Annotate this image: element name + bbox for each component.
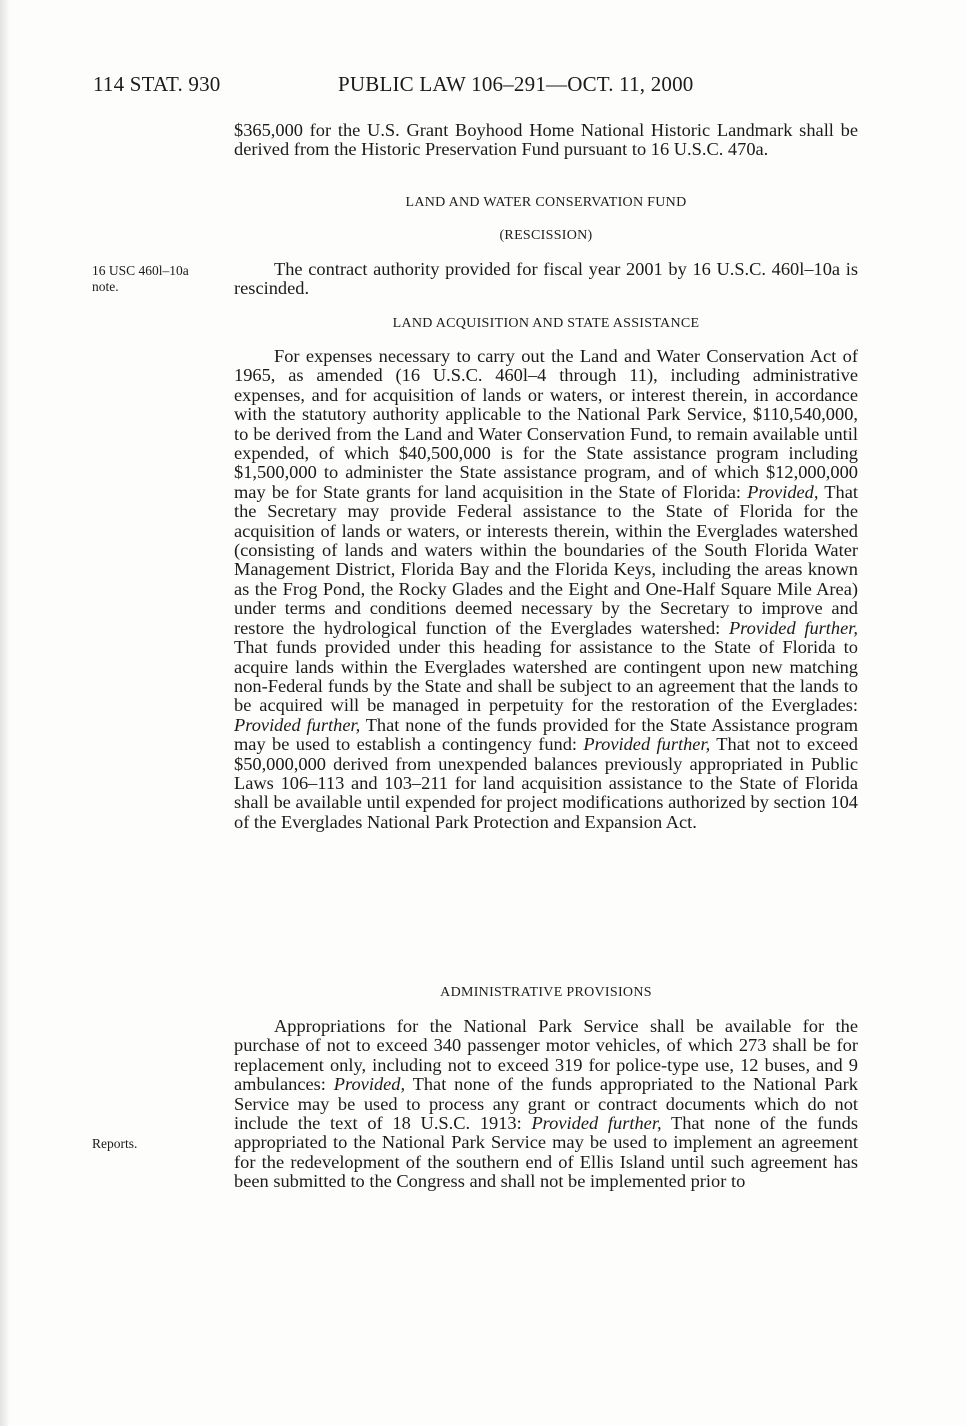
proviso-2: Provided further, <box>728 617 858 638</box>
margin-note-usc <box>92 263 227 295</box>
margin-note-usc-line2: note. <box>92 279 119 294</box>
heading-administrative-provisions: ADMINISTRATIVE PROVISIONS <box>440 985 652 1000</box>
land-acquisition-text <box>234 347 858 832</box>
heading-land-acquisition: LAND ACQUISITION AND STATE ASSISTANCE <box>392 316 700 331</box>
margin-note-usc-line1: 16 USC 460l–10a <box>92 263 189 278</box>
admin-part-2: That none of the funds appropriated to the National Park Service may be used to process any grant or contract documents which do not include the text of 18 U.S.C. 1913: <box>234 1074 858 1134</box>
proviso-3: Provided further, <box>234 714 361 735</box>
rescission-text: The contract authority provided for fiscal year 2001 by 16 U.S.C. 460l–10a is rescinded. <box>234 259 858 299</box>
intro-paragraph <box>234 121 858 160</box>
admin-proviso-1: Provided, <box>333 1074 406 1095</box>
land-acq-part-1: For expenses necessary to carry out the Land and Water Conservation Act of 1965, as amended (16 U.S.C. 460l–4 through 11), including administrative expenses, and for acquisition of lands or waters, or interest therein, in accordance with the statutory authority applicable to the National Park Service, $110,540,000, to be derived from the Land and Water Conservation Fund, to remain available until expended, of which $40,500,000 is for the State assistance program including $1,500,000 to administer the State assistance program, and of which $12,000,000 may be for State grants for land acquisition in the State of Florida: <box>234 346 858 502</box>
admin-part-1: Appropriations for the National Park Service shall be available for the purchase of not to exceed 340 passenger motor vehicles, of which 273 shall be for replacement only, including not to exceed 319 for police-type use, 12 buses, and 9 ambulances: <box>234 1016 858 1095</box>
admin-part-3: That none of the funds appropriated to the National Park Service may be used to implement an agreement for the redevelopment of the southern end of Ellis Island until such agreement has been submitted to the Congress and shall not be implemented prior to <box>234 1113 858 1192</box>
intro-text: $365,000 for the U.S. Grant Boyhood Home National Historic Landmark shall be derived from the Historic Preservation Fund pursuant to 16 U.S.C. 470a. <box>234 120 858 160</box>
margin-note-reports: Reports. <box>92 1136 138 1151</box>
public-law-title: PUBLIC LAW 106–291—OCT. 11, 2000 <box>338 72 694 96</box>
administrative-text <box>234 1017 858 1192</box>
proviso-1: Provided, <box>747 481 819 502</box>
administrative-paragraph <box>234 1017 858 1192</box>
proviso-4: Provided further, <box>583 734 711 755</box>
page-edge-shadow <box>0 0 10 1426</box>
admin-proviso-2: Provided further, <box>531 1113 662 1134</box>
rescission-paragraph <box>234 260 858 299</box>
land-acq-part-3: That funds provided under this heading for assistance to the State of Florida to acquire lands within the Everglades watershed are contingent upon new matching non-Federal funds by the State and shall be subject to an agreement that the lands to be acquired will be managed in perpetuity for the restoration of the Everglades: <box>234 637 858 716</box>
land-acquisition-paragraph <box>234 347 858 832</box>
heading-rescission: (RESCISSION) <box>499 228 593 243</box>
land-acq-part-5: That not to exceed $50,000,000 derived from unexpended balances previously appropriated in Public Laws 106–113 and 103–211 for land acquisition assistance to the State of Florida shall be available until expended for project modifications authorized by section 104 of the Everglades National Park Protection and Expansion Act. <box>234 734 858 832</box>
land-acq-part-2: That the Secretary may provide Federal assistance to the State of Florida for the acquisition of lands or waters, or interests therein, within the Everglades watershed (consisting of lands and waters within the boundaries of the South Florida Water Management District, Florida Bay and the Florida Keys, including the areas known as the Frog Pond, the Rocky Glades and the Eight and One-Half Square Mile Area) under terms and conditions deemed necessary by the Secretary to improve and restore the hydrological function of the Everglades watershed: <box>234 481 858 638</box>
page-citation: 114 STAT. 930 <box>93 72 221 96</box>
heading-lwcf: LAND AND WATER CONSERVATION FUND <box>405 195 687 210</box>
land-acq-part-4: That none of the funds provided for the State Assistance program may be used to establish a contingency fund: <box>234 714 858 755</box>
